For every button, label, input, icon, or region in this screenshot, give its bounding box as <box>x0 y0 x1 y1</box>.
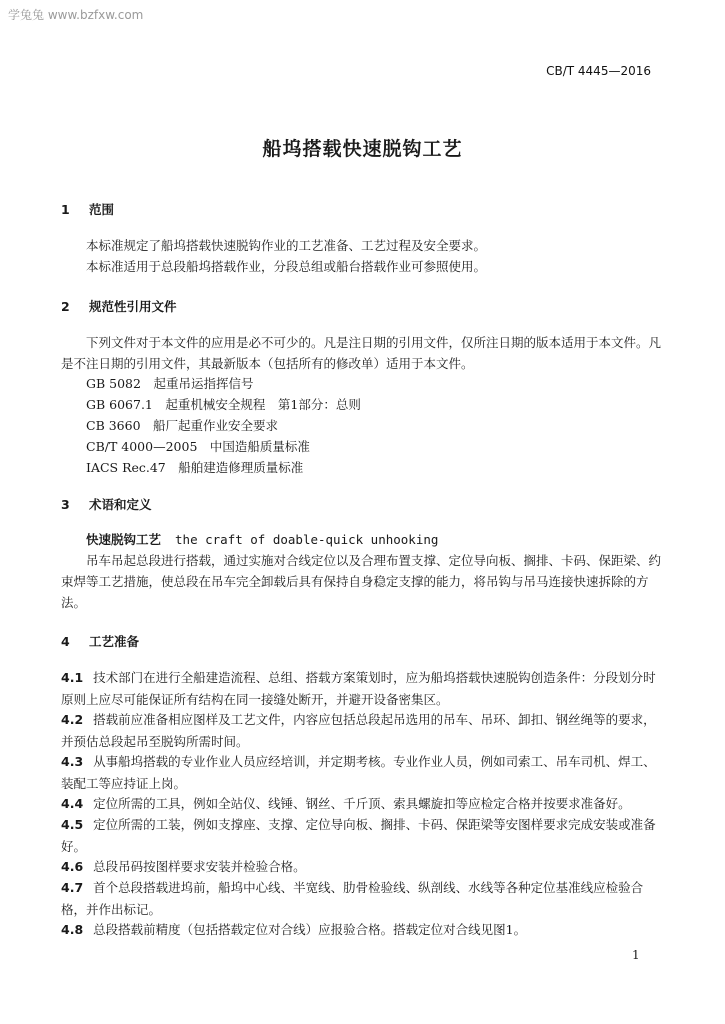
clause-number: 4.4 <box>61 796 84 811</box>
clause-number: 4.7 <box>61 880 84 895</box>
clause-text: 定位所需的工具，例如全站仪、线锤、钢丝、千斤顶、索具螺旋扣等应检定合格并按要求准备好。 <box>93 796 631 811</box>
clause <box>61 877 665 920</box>
clause <box>61 919 665 941</box>
clause-number: 4.2 <box>61 712 84 727</box>
clause <box>61 709 665 752</box>
clause-text: 技术部门在进行全船建造流程、总组、搭载方案策划时，应为船坞搭载快速脱钩创造条件：分段划分时原则上应尽可能保证所有结构在同一接缝处断开，并避开设备密集区。 <box>61 670 656 707</box>
clause-number: 4.8 <box>61 922 84 937</box>
section-4-heading <box>61 632 139 650</box>
clause-text: 搭载前应准备相应图样及工艺文件，内容应包括总段起吊选用的吊车、吊环、卸扣、钢丝绳等的要求，并预估总段起吊至脱钩所需时间。 <box>61 712 656 749</box>
section-title: 工艺准备 <box>89 634 140 649</box>
paragraph: 下列文件对于本文件的应用是必不可少的。凡是注日期的引用文件，仅所注日期的版本适用于本文件。凡是不注日期的引用文件，其最新版本（包括所有的修改单）适用于本文件。 <box>61 335 662 371</box>
clause <box>61 667 665 710</box>
watermark: 学兔兔 www.bzfxw.com <box>8 8 144 22</box>
clause <box>61 751 665 794</box>
section-number: 3 <box>61 497 70 512</box>
clause <box>61 814 665 857</box>
section-number: 4 <box>61 634 70 649</box>
clause-text: 总段吊码按图样要求安装并检验合格。 <box>93 859 306 874</box>
standard-number: CB/T 4445—2016 <box>546 64 651 78</box>
section-1-heading <box>61 200 114 218</box>
clause-number: 4.3 <box>61 754 84 769</box>
term-entry <box>86 530 438 548</box>
reference-item: GB 6067.1 起重机械安全规程 第1部分：总则 <box>86 397 361 412</box>
reference-item: IACS Rec.47 船舶建造修理质量标准 <box>86 460 304 475</box>
clause-text: 总段搭载前精度（包括搭载定位对合线）应报验合格。搭载定位对合线见图1。 <box>93 922 527 937</box>
document-title: 船坞搭载快速脱钩工艺 <box>262 138 463 160</box>
term-english: the craft of doable-quick unhooking <box>175 532 439 547</box>
clause-number: 4.1 <box>61 670 84 685</box>
reference-item: GB 5082 起重吊运指挥信号 <box>86 376 254 391</box>
page-number: 1 <box>632 948 640 962</box>
clause-text: 定位所需的工装，例如支撑座、支撑、定位导向板、搁排、卡码、保距梁等安图样要求完成安装或准备好。 <box>61 817 656 854</box>
clause-text: 从事船坞搭载的专业作业人员应经培训，并定期考核。专业作业人员，例如司索工、吊车司机、焊工、装配工等应持证上岗。 <box>61 754 656 791</box>
paragraph: 本标准适用于总段船坞搭载作业，分段总组或船台搭载作业可参照使用。 <box>86 259 487 274</box>
section-number: 2 <box>61 299 70 314</box>
clause <box>61 793 665 815</box>
section-number: 1 <box>61 202 70 217</box>
definition: 吊车吊起总段进行搭载，通过实施对合线定位以及合理布置支撑、定位导向板、搁排、卡码、保距梁、约束焊等工艺措施，使总段在吊车完全卸载后具有保持自身稳定支撑的能力，将吊钩与吊马连接快速拆除的方法。 <box>61 553 662 610</box>
clause-number: 4.5 <box>61 817 84 832</box>
term-chinese: 快速脱钩工艺 <box>86 532 162 547</box>
section-2-heading <box>61 297 177 315</box>
paragraph: 本标准规定了船坞搭载快速脱钩作业的工艺准备、工艺过程及安全要求。 <box>86 238 487 253</box>
clause-number: 4.6 <box>61 859 84 874</box>
section-title: 范围 <box>89 202 115 217</box>
clause-text: 首个总段搭载进坞前，船坞中心线、半宽线、肋骨检验线、纵剖线、水线等各种定位基准线应检验合格，并作出标记。 <box>61 880 644 917</box>
section-3-heading <box>61 495 152 513</box>
clause <box>61 856 665 878</box>
reference-item: CB 3660 船厂起重作业安全要求 <box>86 418 279 433</box>
section-title: 术语和定义 <box>89 497 152 512</box>
section-title: 规范性引用文件 <box>89 299 177 314</box>
reference-item: CB/T 4000—2005 中国造船质量标准 <box>86 439 310 454</box>
